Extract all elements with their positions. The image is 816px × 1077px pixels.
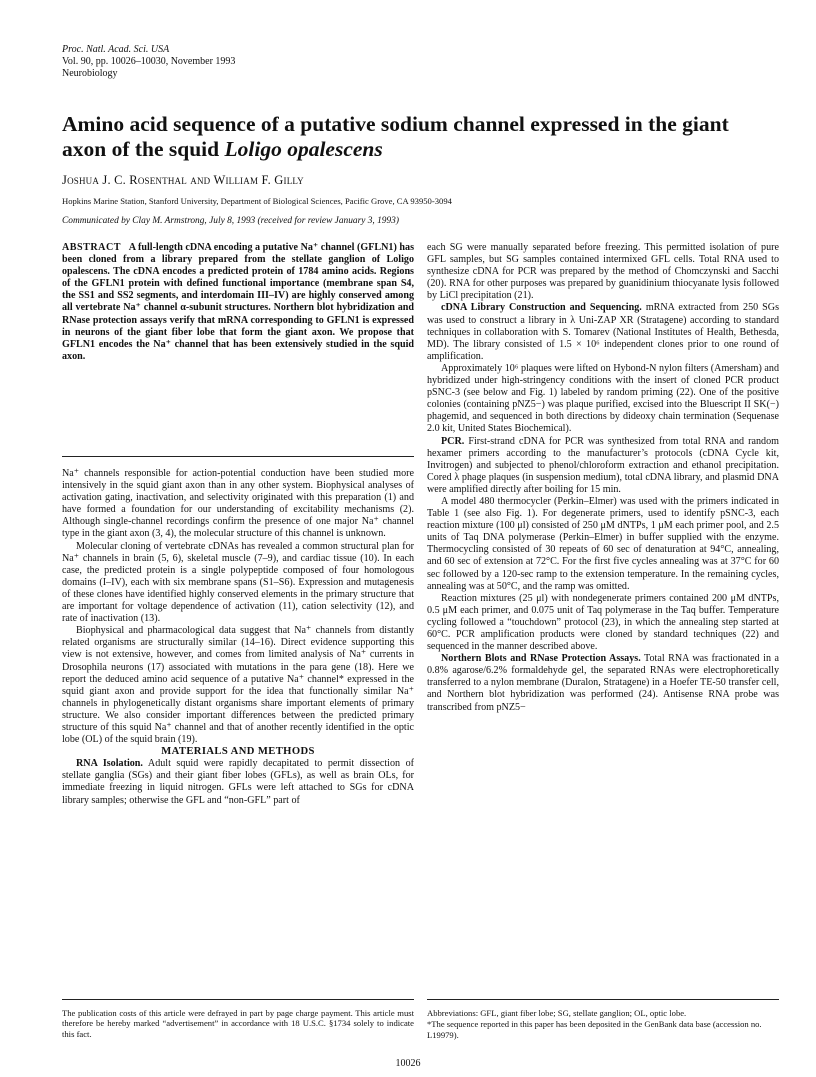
communicated-by: Communicated by Clay M. Armstrong, July 8, 1993 (received for review January 3, 1993) [62,216,399,226]
volume-info: Vol. 90, pp. 10026–10030, November 1993 [62,56,236,67]
northern-text: Total RNA was fractionated in a 0.8% agarose/6.2% formaldehyde gel, the separated RNAs were electrophoretically transferred to a nylon membrane (Duralon, Stratagene) in a Hoefer TE-50 transfer cell, and Northern blot hybridization was performed (24). Antisense RNA probe was transcribed from pNZ5− [427,653,779,713]
thermocycler-paragraph: A model 480 thermocycler (Perkin–Elmer) was used with the primers indicated in Table 1 (see also Fig. 1). For degenerate primers, used to identify pSNC-3, each reaction mixture (100 μl) consisted of 250 μM dNTPs, 1 μM each primer pool, and 2.5 units of Taq DNA polymerase (Perkin–Elmer) in buffer supplied with the enzyme. Thermocycling consisted of 30 repeats of 60 sec of denaturation at 94°C, annealing, and 60 sec of extension at 72°C. For the first five cycles annealing was at 37°C for 60 sec followed by a 120-sec ramp to the extension temperature. In the remaining cycles, annealing was at 50°C, and the ramp was omitted. [427,495,779,592]
title-main: Amino acid sequence of a putative sodium channel expressed in the giant axon of the squid [62,112,729,161]
rna-isolation-paragraph [62,758,414,806]
intro-paragraph: Biophysical and pharmacological data suggest that Na⁺ channels from distantly related organisms are structurally similar (14–16). Direct evidence supporting this view is not extensive, however, and comes from limited analysis of Na⁺ currents in Drosophila neurons (17) associated with mutations in the para gene (18). Here we report the deduced amino acid sequence of a putative Na⁺ channel* expressed in the squid giant axon and provide support for the idea that functionally similar Na⁺ channels in phylogenetically distant organisms share important elements of primary structure. We also consider important differences between the predicted primary structure of this squid Na⁺ channel and that of another recently identified in the optic lobe (OL) of the squid brain (19). [62,625,414,746]
abbreviations-note: Abbreviations: GFL, giant fiber lobe; SG, stellate ganglion; OL, optic lobe. [427,1008,687,1018]
abstract-text: A full-length cDNA encoding a putative Na⁺ channel (GFLN1) has been cloned from a library prepared from the stellate ganglion of Loligo opalescens. The cDNA encodes a predicted protein of 1784 amino acids. Regions of the GFLN1 protein with defined functional importance (membrane span S4, the SS1 and SS2 segments, and interdomain III–IV) are highly conserved among all vertebrate Na⁺ channel α-subunit structures. Northern blot hybridization and RNase protection assays verify that mRNA corresponding to GFLN1 is expressed in neurons of the giant fiber lobe that form the giant axon. We propose that GFLN1 encodes the Na⁺ channel that has been extensively studied in the squid axon. [62,242,414,362]
pcr-text: First-strand cDNA for PCR was synthesized from total RNA and random hexamer primers according to the manufacturer’s protocols (cDNA Cycle kit, Invitrogen) and subjected to phenol/chloroform extraction and ethanol precipitation. Cored λ phage plaques (in suspension medium), total cDNA library, and plasmid DNA were amplified directly after boiling for 15 min. [427,435,779,495]
abstract [62,242,414,363]
reaction-paragraph: Reaction mixtures (25 μl) with nondegenerate primers contained 200 μM dNTPs, 0.5 μM each primer, and 0.075 unit of Taq polymerase in the Taq buffer. Temperature cycling followed a “touchdown” protocol (23), in which the annealing step started at 60°C. PCR amplification products were cloned by standard techniques (22) and sequenced in the manner described above. [427,592,779,653]
publication-costs-note: The publication costs of this article were defrayed in part by page charge payment. This article must therefore be hereby marked “advertisement” in accordance with 18 U.S.C. §1734 solely to indicate this fact. [62,1008,414,1039]
right-column [427,242,779,714]
journal-name: Proc. Natl. Acad. Sci. USA [62,44,170,55]
left-column [62,468,414,807]
abstract-divider [62,456,414,457]
footnotes-right [427,1008,779,1041]
affiliation: Hopkins Marine Station, Stanford University, Department of Biological Sciences, Pacific Grove, CA 93950-3094 [62,196,452,206]
pcr-paragraph [427,436,779,496]
footnote-divider-right [427,999,779,1000]
intro-paragraph: Na⁺ channels responsible for action-potential conduction have been studied more intensively in the squid giant axon than in any other system. Biophysical analyses of activation gating, inactivation, and selectivity originated with this preparation (1) and have formed a foundation for our understanding of excitability mechanisms (2). Although single-channel recordings confirm the presence of one major Na⁺ channel type in the giant axon (3, 4), the molecular structure of this channel is unknown. [62,468,414,540]
page-number: 10026 [395,1058,421,1069]
library-paragraph [427,302,779,362]
section-heading: MATERIALS AND METHODS [161,746,315,758]
genbank-note: *The sequence reported in this paper has been deposited in the GenBank data base (accession no. L19979). [427,1019,762,1040]
library-text: mRNA extracted from 250 SGs was used to construct a library in λ Uni-ZAP XR (Stratagene) according to standard techniques in collaboration with S. Tomarev (National Institutes of Health, Bethesda, MD). The library consisted of 1.5 × 10⁶ independent clones prior to one round of amplification. [427,302,779,362]
intro-paragraph: Molecular cloning of vertebrate cDNAs has revealed a common structural plan for Na⁺ channels in brain (5, 6), skeletal muscle (7–9), and cardiac tissue (10). In each case, the predicted protein is a single polypeptide composed of four homologous domains (I–IV), each with six membrane spans (S1–S6). Expression and mutagenesis of these clones have identified highly conserved elements in the primary structure that are important for voltage dependence of activation (11), cation selectivity (12), and rate of inactivation (13). [62,540,414,625]
pcr-head: PCR. [441,435,465,447]
article-title [62,112,762,162]
authors [62,173,304,188]
northern-paragraph [427,653,779,713]
northern-head: Northern Blots and RNase Protection Assays. [441,653,641,665]
abstract-label: ABSTRACT [62,242,121,253]
rna-continued-paragraph: each SG were manually separated before freezing. This permitted isolation of pure GFL samples, but SG samples contained intermixed GFL cells. Total RNA used to synthesize cDNA for PCR was prepared by the method of Chomczynski and Sacchi (20). RNA for other purposes was prepared by guanidinium thiocyanate lysis followed by LiCl precipitation (21). [427,242,779,302]
title-species: Loligo opalescens [224,137,383,161]
author-names: Joshua J. C. Rosenthal and William F. Gilly [62,173,304,187]
rna-isolation-head: RNA Isolation. [76,758,143,770]
plaques-paragraph: Approximately 10⁶ plaques were lifted on Hybond-N nylon filters (Amersham) and hybridized under high-stringency conditions with the insert of cloned PCR product pSNC-3 (see below and Fig. 1) labeled by random priming (22). One of the positive colonies (containing pNZ5−) was plaque purified, excised into the Bluescript II SK(−) phagemid, and sequenced in both directions by dideoxy chain termination (Sequenase 2.0 kit, United States Biochemical). [427,362,779,435]
footnote-divider-left [62,999,414,1000]
journal-header [62,44,235,80]
section-name: Neurobiology [62,68,118,79]
rna-isolation-text: Adult squid were rapidly decapitated to permit dissection of stellate ganglia (SGs) and their giant fiber lobes (GFLs), as well as brain OLs, for immediate freezing in liquid nitrogen. GFLs were left attached to SGs for cDNA library samples; otherwise the GFL and “non-GFL” part of [62,758,415,806]
library-head: cDNA Library Construction and Sequencing. [441,302,642,314]
